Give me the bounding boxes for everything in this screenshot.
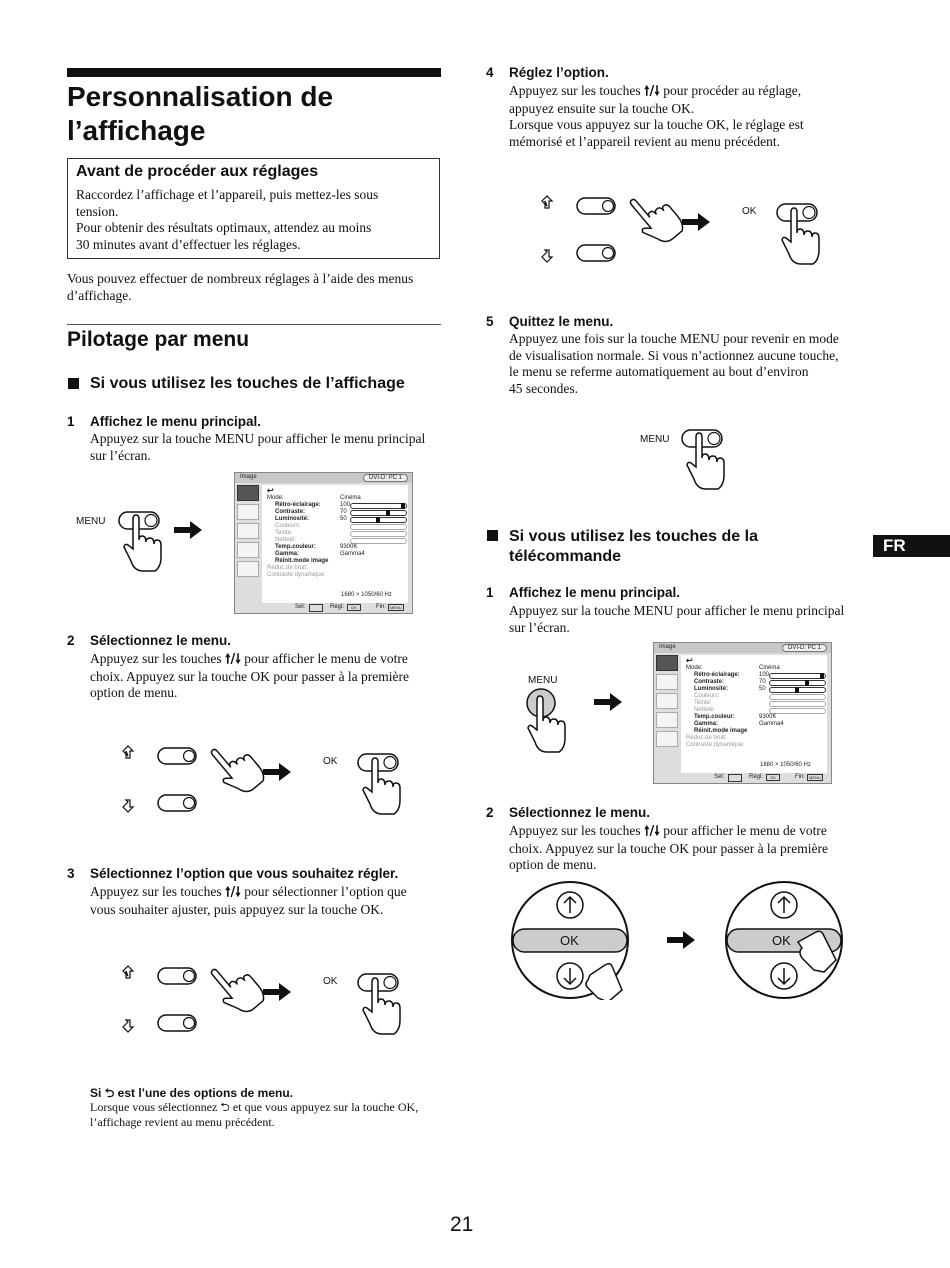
intro-text (67, 271, 447, 304)
step-line (509, 823, 879, 841)
step-number: 4 (486, 65, 494, 80)
osd-item-label: Réduc.de bruit: (267, 565, 308, 571)
back-note-line (90, 1100, 450, 1115)
note-text (76, 187, 436, 253)
slash: / (649, 84, 655, 99)
osd-item-label: Netteté: (694, 707, 716, 713)
osd-item-value: Cinéma (340, 495, 361, 501)
osd-menu (653, 642, 832, 784)
step-text (90, 431, 450, 464)
step-line: option de menu. (90, 685, 178, 700)
osd-level-knob (376, 517, 380, 523)
section-rule (67, 324, 441, 325)
osd-updown-icon (728, 774, 742, 782)
osd-item-value: 100 (340, 502, 351, 508)
osd-item-label: Contraste: (275, 509, 306, 515)
step-line: mémorisé et l’appareil revient au menu précédent. (509, 133, 781, 149)
menu-label: MENU (640, 434, 670, 445)
step-text (90, 651, 450, 702)
up-down-arrows-icon: 🠕/🠗 (643, 824, 660, 839)
osd-picture-icon (237, 485, 259, 501)
osd-tab: Image (659, 644, 676, 650)
osd-level-bar (350, 538, 407, 544)
note-line: Pour obtenir des résultats optimaux, attendez au moins (76, 220, 372, 235)
osd-menu-key: MENU (809, 775, 821, 780)
osd-screen-icon (237, 504, 259, 520)
back-note-text (90, 1100, 450, 1130)
step-line-pre: Appuyez sur les touches (509, 823, 641, 838)
return-icon: ⮌ (104, 1086, 115, 1100)
slash: / (230, 652, 236, 667)
osd-item-label: Réinit.mode image (694, 728, 748, 734)
ok-label: OK (742, 206, 757, 217)
step-text (509, 331, 879, 397)
osd-title-bar (654, 643, 831, 653)
ok-key-label: OK (560, 933, 579, 948)
osd-main-panel (681, 655, 827, 773)
step-line (509, 83, 879, 101)
osd-item-label: Contraste: (694, 679, 725, 685)
back-note-line-pre: Lorsque vous sélectionnez (90, 1100, 218, 1114)
arrow-right-icon (666, 930, 696, 950)
updown-ok-graphic (537, 190, 837, 270)
square-bullet (68, 378, 79, 389)
osd-item-label: Réduc.de bruit: (686, 735, 727, 741)
osd-level-bar (350, 503, 407, 509)
section-heading: Pilotage par menu (67, 328, 250, 351)
return-icon: ⮌ (220, 1100, 230, 1114)
intro-line: Vous pouvez effectuer de nombreux réglages à l’aide des menus (67, 271, 414, 286)
osd-item-value: 9300K (340, 544, 358, 550)
step-number: 2 (67, 633, 75, 648)
menu-label: MENU (76, 516, 106, 527)
step-line-pre: Appuyez sur les touches (509, 83, 641, 98)
osd-level-bar (769, 708, 826, 714)
osd-level-bar (769, 673, 826, 679)
arrow-right-icon (173, 520, 203, 540)
step-line-pre: Appuyez sur les touches (90, 651, 222, 666)
osd-main-panel (262, 485, 408, 603)
back-note-line: l’affichage revient au menu précédent. (90, 1115, 275, 1129)
osd-options-icon (237, 561, 259, 577)
osd-footer-fin: Fin: (795, 774, 806, 780)
step-line-post: pour afficher le menu de votre (244, 651, 408, 666)
step-title: Sélectionnez l’option que vous souhaitez régler. (90, 866, 399, 881)
step-line: de visualisation normale. Si vous n’actionnez aucune touche, (509, 347, 839, 363)
osd-level-knob (805, 680, 809, 686)
osd-item-label: Rétro-éclairage: (694, 672, 740, 678)
step-line: le menu se referme automatiquement au bout d’environ (509, 364, 809, 379)
back-note-line-post: et que vous appuyez sur la touche OK, (232, 1100, 419, 1114)
back-note-title-pre: Si (90, 1086, 102, 1100)
note-heading: Avant de procéder aux réglages (76, 163, 319, 180)
osd-menu (234, 472, 413, 614)
step-number: 1 (67, 414, 75, 429)
osd-item-label: Contraste dynamique: (686, 742, 745, 748)
back-note-title-post: est l’une des options de menu. (117, 1086, 294, 1100)
osd-level-bar (769, 701, 826, 707)
step-line: Appuyez sur la touche MENU pour afficher le menu principal (90, 431, 426, 446)
osd-item-label: Temp.couleur: (694, 714, 735, 720)
osd-item-label: Réinit.mode image (275, 558, 329, 564)
osd-level-bar (350, 517, 407, 523)
osd-back-icon: ↩ (686, 656, 693, 665)
note-box (67, 158, 440, 259)
page-title (67, 80, 447, 148)
title-rule (67, 68, 441, 77)
osd-footer (714, 773, 829, 782)
osd-footer-sel: Sél: (295, 604, 306, 610)
step-line (90, 884, 450, 902)
osd-item-value: 9300K (759, 714, 777, 720)
osd-item-value: 70 (340, 509, 347, 515)
osd-item-value: 50 (759, 686, 766, 692)
step-line: sur l’écran. (509, 619, 570, 635)
osd-icon-column (237, 485, 259, 603)
updown-press-illustration (118, 740, 418, 820)
osd-input: DVI-D: PC 1 (782, 644, 827, 652)
arrow-right-icon (593, 692, 623, 712)
step-line: sur l’écran. (90, 447, 151, 463)
osd-menu-key: MENU (390, 605, 402, 610)
osd-level-knob (401, 503, 405, 509)
osd-item-label: Netteté: (275, 537, 297, 543)
step-number: 5 (486, 314, 494, 329)
step-line: 45 secondes. (509, 380, 578, 396)
osd-item-label: Teinte: (694, 700, 712, 706)
osd-level-bar (769, 680, 826, 686)
menu-label: MENU (528, 675, 558, 686)
osd-item-label: Luminosité: (694, 686, 728, 692)
osd-resolution: 1680 × 1050/60 Hz (760, 762, 811, 768)
updown-press-illustration (118, 960, 418, 1040)
osd-resolution: 1680 × 1050/60 Hz (341, 592, 392, 598)
osd-item-label: Contraste dynamique: (267, 572, 326, 578)
note-line: tension. (76, 203, 119, 219)
osd-level-bar (350, 524, 407, 530)
osd-title-bar (235, 473, 412, 483)
osd-item-label: Couleurs: (275, 523, 301, 529)
updown-ok-graphic (118, 960, 418, 1040)
up-down-arrows-icon: 🠕/🠗 (643, 84, 660, 99)
step-text (90, 884, 450, 918)
ok-key-label: OK (772, 933, 791, 948)
osd-level-knob (795, 687, 799, 693)
osd-item-label: Teinte: (275, 530, 293, 536)
osd-item-value: 70 (759, 679, 766, 685)
step-line (90, 651, 450, 669)
osd-item-value: 50 (340, 516, 347, 522)
osd-level-bar (350, 531, 407, 537)
menu-button-press-illustration (115, 505, 175, 580)
osd-icon-column (656, 655, 678, 773)
osd-level-bar (350, 510, 407, 516)
step-line: appuyez ensuite sur la touche OK. (509, 100, 695, 116)
osd-item-label: Luminosité: (275, 516, 309, 522)
osd-item-label: Rétro-éclairage: (275, 502, 321, 508)
osd-item-value: Gamma4 (340, 551, 365, 557)
step-title: Affichez le menu principal. (509, 585, 681, 600)
up-down-arrows-icon: 🠕/🠗 (224, 885, 241, 900)
step-title: Affichez le menu principal. (90, 414, 262, 429)
page-title-line2: l’affichage (67, 115, 206, 146)
step-line: vous souhaiter ajuster, puis appuyez sur la touche OK. (90, 901, 384, 917)
step-line-post: pour afficher le menu de votre (663, 823, 827, 838)
osd-footer-regl: Régl: (749, 774, 764, 780)
step-text (509, 603, 879, 636)
step-number: 3 (67, 866, 75, 881)
osd-item-value: Gamma4 (759, 721, 784, 727)
step-line-post: pour sélectionner l’option que (244, 884, 407, 899)
osd-footer-sel: Sél: (714, 774, 725, 780)
osd-item-label: Mode: (267, 495, 284, 501)
osd-item-label: Gamma: (275, 551, 300, 557)
osd-picture-icon (656, 655, 678, 671)
osd-screen-icon (656, 674, 678, 690)
step-title: Sélectionnez le menu. (90, 633, 232, 648)
step-line: Appuyez une fois sur la touche MENU pour revenir en mode (509, 331, 839, 346)
osd-setup-icon (656, 712, 678, 728)
step-title: Réglez l’option. (509, 65, 609, 80)
slash: / (230, 885, 236, 900)
osd-footer-fin: Fin: (376, 604, 387, 610)
page-number: 21 (450, 1213, 474, 1236)
language-tab: FR (873, 535, 950, 557)
slash: / (649, 824, 655, 839)
step-text (509, 83, 879, 150)
subsection-display-keys: Si vous utilisez les touches de l’affichage (90, 375, 405, 392)
osd-level-bar (769, 687, 826, 693)
updown-ok-graphic (118, 740, 418, 820)
step-line: option de menu. (509, 857, 597, 872)
osd-level-bar (769, 694, 826, 700)
osd-options-icon (656, 731, 678, 747)
step-number: 2 (486, 805, 494, 820)
osd-ok-key: OK (347, 604, 361, 611)
osd-item-label: Mode: (686, 665, 703, 671)
up-down-arrows-icon: 🠕/🠗 (224, 652, 241, 667)
subsection-remote-line1: Si vous utilisez les touches de la (509, 528, 758, 545)
osd-color-icon (656, 693, 678, 709)
page-title-line1: Personnalisation de (67, 81, 334, 112)
osd-updown-icon (309, 604, 323, 612)
osd-back-icon: ↩ (267, 486, 274, 495)
ok-label: OK (323, 756, 338, 767)
osd-level-knob (820, 673, 824, 679)
osd-color-icon (237, 523, 259, 539)
remote-keypad-ok-press-illustration (724, 880, 844, 1000)
osd-tab: Image (240, 474, 257, 480)
step-line: choix. Appuyez sur la touche OK pour passer à la première (509, 840, 829, 856)
subsection-remote-line2: télécommande (509, 548, 622, 565)
subsection-remote (509, 527, 758, 567)
remote-keypad-illustration (510, 880, 630, 1000)
osd-level-knob (386, 510, 390, 516)
osd-footer (295, 603, 410, 612)
step-number: 1 (486, 585, 494, 600)
osd-footer-regl: Régl: (330, 604, 345, 610)
ok-label: OK (323, 976, 338, 987)
step-line: choix. Appuyez sur la touche OK pour passer à la première (90, 668, 410, 684)
osd-item-label: Temp.couleur: (275, 544, 316, 550)
osd-item-label: Couleurs: (694, 693, 720, 699)
step-line: Appuyez sur la touche MENU pour afficher le menu principal (509, 603, 845, 618)
menu-button-press-illustration (678, 423, 738, 498)
updown-press-illustration (537, 190, 837, 270)
step-line-post: pour procéder au réglage, (663, 83, 802, 98)
remote-menu-press-illustration (522, 686, 572, 758)
osd-ok-key: OK (766, 774, 780, 781)
step-line: Lorsque vous appuyez sur la touche OK, le réglage est (509, 117, 804, 132)
step-line-pre: Appuyez sur les touches (90, 884, 222, 899)
osd-setup-icon (237, 542, 259, 558)
osd-item-label: Gamma: (694, 721, 719, 727)
step-title: Quittez le menu. (509, 314, 614, 329)
step-text (509, 823, 879, 874)
osd-item-value: Cinéma (759, 665, 780, 671)
intro-line: d’affichage. (67, 287, 132, 303)
step-title: Sélectionnez le menu. (509, 805, 651, 820)
osd-item-value: 100 (759, 672, 770, 678)
osd-input: DVI-D: PC 1 (363, 474, 408, 482)
note-line: Raccordez l’affichage et l’appareil, puis mettez-les sous (76, 187, 379, 202)
square-bullet (487, 530, 498, 541)
note-line: 30 minutes avant d’effectuer les réglages. (76, 236, 301, 252)
